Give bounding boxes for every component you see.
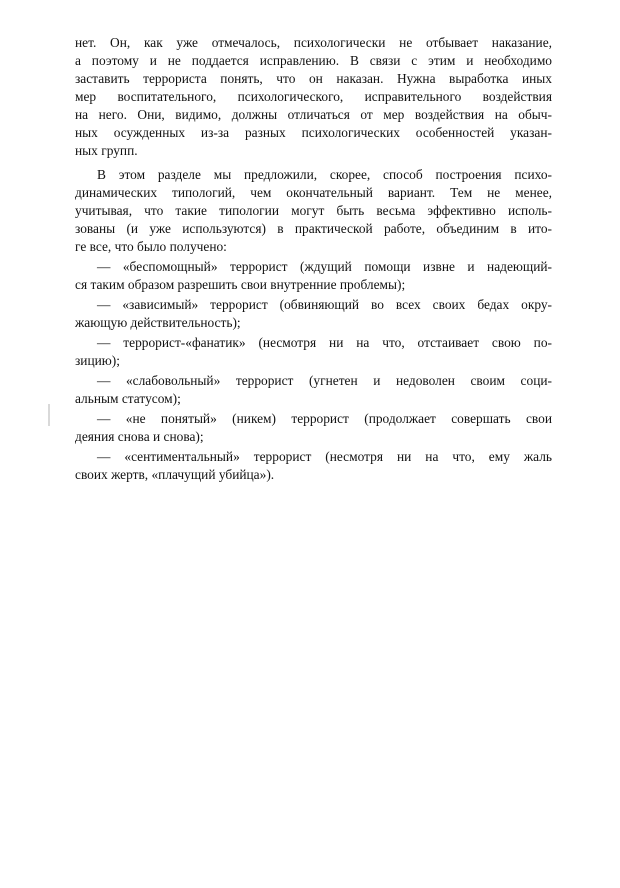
text-line: нет. Он, как уже отмечалось, психологически не отбывает наказание, bbox=[75, 35, 552, 50]
text-line: — «зависимый» террорист (обвиняющий во всех своих бедах окру- bbox=[97, 297, 552, 312]
list-item bbox=[75, 296, 552, 332]
list-item bbox=[75, 410, 552, 446]
text-line: ся таким образом разрешить свои внутренние проблемы); bbox=[75, 277, 406, 292]
text-line: зицию); bbox=[75, 353, 120, 368]
text-line: альным статусом); bbox=[75, 391, 181, 406]
text-line: — «беспомощный» террорист (ждущий помощи извне и надеющий- bbox=[97, 259, 552, 274]
list-item bbox=[75, 334, 552, 370]
text-line: ге все, что было получено: bbox=[75, 239, 227, 254]
text-line: ных осужденных из-за разных психологических особенностей указан- bbox=[75, 125, 552, 140]
text-line: мер воспитательного, психологического, исправительного воздействия bbox=[75, 89, 552, 104]
margin-mark bbox=[48, 404, 50, 426]
text-line: деяния снова и снова); bbox=[75, 429, 204, 444]
text-line: — «слабовольный» террорист (угнетен и недоволен своим соци- bbox=[97, 373, 552, 388]
text-line: своих жертв, «плачущий убийца»). bbox=[75, 467, 275, 482]
document-page bbox=[75, 34, 552, 484]
text-line: заставить террориста понять, что он наказан. Нужна выработка иных bbox=[75, 71, 552, 86]
text-line: — террорист-«фанатик» (несмотря ни на что, отстаивает свою по- bbox=[97, 335, 552, 350]
text-line: зованы (и уже используются) в практической работе, объединим в ито- bbox=[75, 221, 552, 236]
list-item bbox=[75, 448, 552, 484]
paragraph-1 bbox=[75, 34, 552, 160]
text-line: В этом разделе мы предложили, скорее, способ построения психо- bbox=[97, 167, 552, 182]
paragraph-2 bbox=[75, 166, 552, 256]
text-line: жающую действительность); bbox=[75, 315, 241, 330]
list-item bbox=[75, 372, 552, 408]
text-line: — «сентиментальный» террорист (несмотря ни на что, ему жаль bbox=[97, 449, 552, 464]
text-line: учитывая, что такие типологии могут быть весьма эффективно исполь- bbox=[75, 203, 552, 218]
text-line: а поэтому и не поддается исправлению. В связи с этим и необходимо bbox=[75, 53, 552, 68]
text-line: — «не понятый» (никем) террорист (продолжает совершать свои bbox=[97, 411, 552, 426]
text-line: ных групп. bbox=[75, 143, 138, 158]
terrorist-types-list bbox=[75, 258, 552, 484]
list-item bbox=[75, 258, 552, 294]
text-line: на него. Они, видимо, должны отличаться от мер воздействия на обыч- bbox=[75, 107, 552, 122]
text-line: динамических типологий, чем окончательный вариант. Тем не менее, bbox=[75, 185, 552, 200]
